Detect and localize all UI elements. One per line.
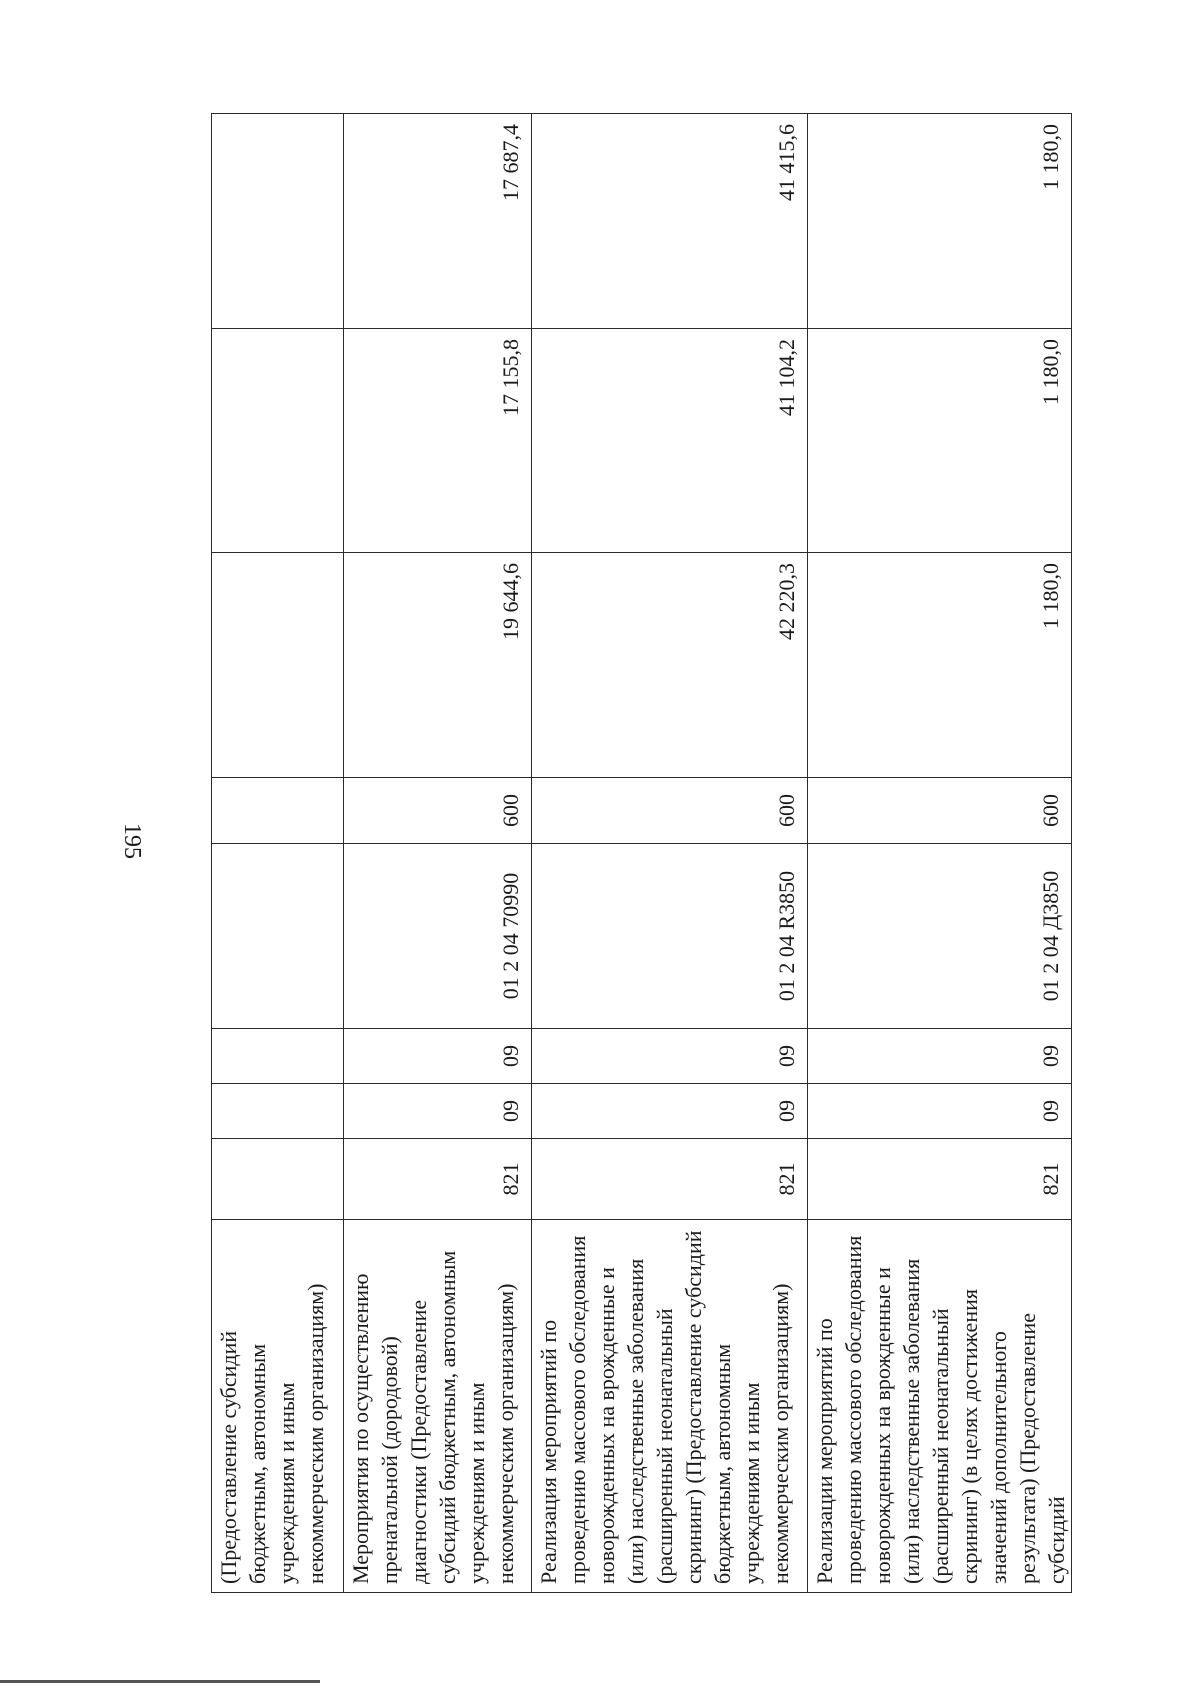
section-code [212, 1084, 344, 1139]
expense-type-code [212, 778, 344, 844]
subsection-code [212, 1029, 344, 1084]
expense-type-code: 600 [344, 778, 532, 844]
table-row [344, 114, 532, 1593]
admin-code: 821 [532, 1139, 808, 1220]
amount-year-3: 17 687,4 [344, 114, 532, 329]
expense-type-code: 600 [532, 778, 808, 844]
amount-year-1 [212, 553, 344, 778]
subsection-code: 09 [808, 1029, 1072, 1084]
subsection-code: 09 [344, 1029, 532, 1084]
row-description: Реализации мероприятий по проведению массового обследования новорожденных на врожденные и (или) наследственные заболевания (расширенный неонатальный скрининг) (в целях достижения значений дополнительного результата) (Предоставление субсидий [808, 1220, 1072, 1593]
expense-type-code: 600 [808, 778, 1072, 844]
target-article-code: 01 2 04 Д3850 [808, 844, 1072, 1029]
amount-year-2: 41 104,2 [532, 329, 808, 553]
target-article-code: 01 2 04 R3850 [532, 844, 808, 1029]
subsection-code: 09 [532, 1029, 808, 1084]
amount-year-2: 1 180,0 [808, 329, 1072, 553]
amount-year-1: 19 644,6 [344, 553, 532, 778]
table-row [532, 114, 808, 1593]
budget-table-container [211, 114, 1069, 1593]
amount-year-2 [212, 329, 344, 553]
amount-year-3 [212, 114, 344, 329]
amount-year-3: 41 415,6 [532, 114, 808, 329]
budget-table [211, 113, 1072, 1593]
amount-year-1: 42 220,3 [532, 553, 808, 778]
section-code: 09 [808, 1084, 1072, 1139]
admin-code [212, 1139, 344, 1220]
target-article-code: 01 2 04 70990 [344, 844, 532, 1029]
amount-year-2: 17 155,8 [344, 329, 532, 553]
table-row [212, 114, 344, 1593]
section-code: 09 [532, 1084, 808, 1139]
amount-year-1: 1 180,0 [808, 553, 1072, 778]
admin-code: 821 [344, 1139, 532, 1220]
section-code: 09 [344, 1084, 532, 1139]
row-description: (Предоставление субсидий бюджетным, автономным учреждениям и иным некоммерческим организациям) [212, 1220, 344, 1593]
row-description: Мероприятия по осуществлению пренатальной (дородовой) диагностики (Предоставление субсидий бюджетным, автономным учреждениям и иным некоммерческим организациям) [344, 1220, 532, 1593]
footer-rule [0, 1680, 320, 1683]
target-article-code [212, 844, 344, 1029]
amount-year-3: 1 180,0 [808, 114, 1072, 329]
admin-code: 821 [808, 1139, 1072, 1220]
table-row [808, 114, 1072, 1593]
page-number: 195 [119, 823, 145, 859]
row-description: Реализация мероприятий по проведению массового обследования новорожденных на врожденные и (или) наследственные заболевания (расширенный неонатальный скрининг) (Предоставление субсидий бюджетным, автономным учреждениям и иным некоммерческим организациям) [532, 1220, 808, 1593]
